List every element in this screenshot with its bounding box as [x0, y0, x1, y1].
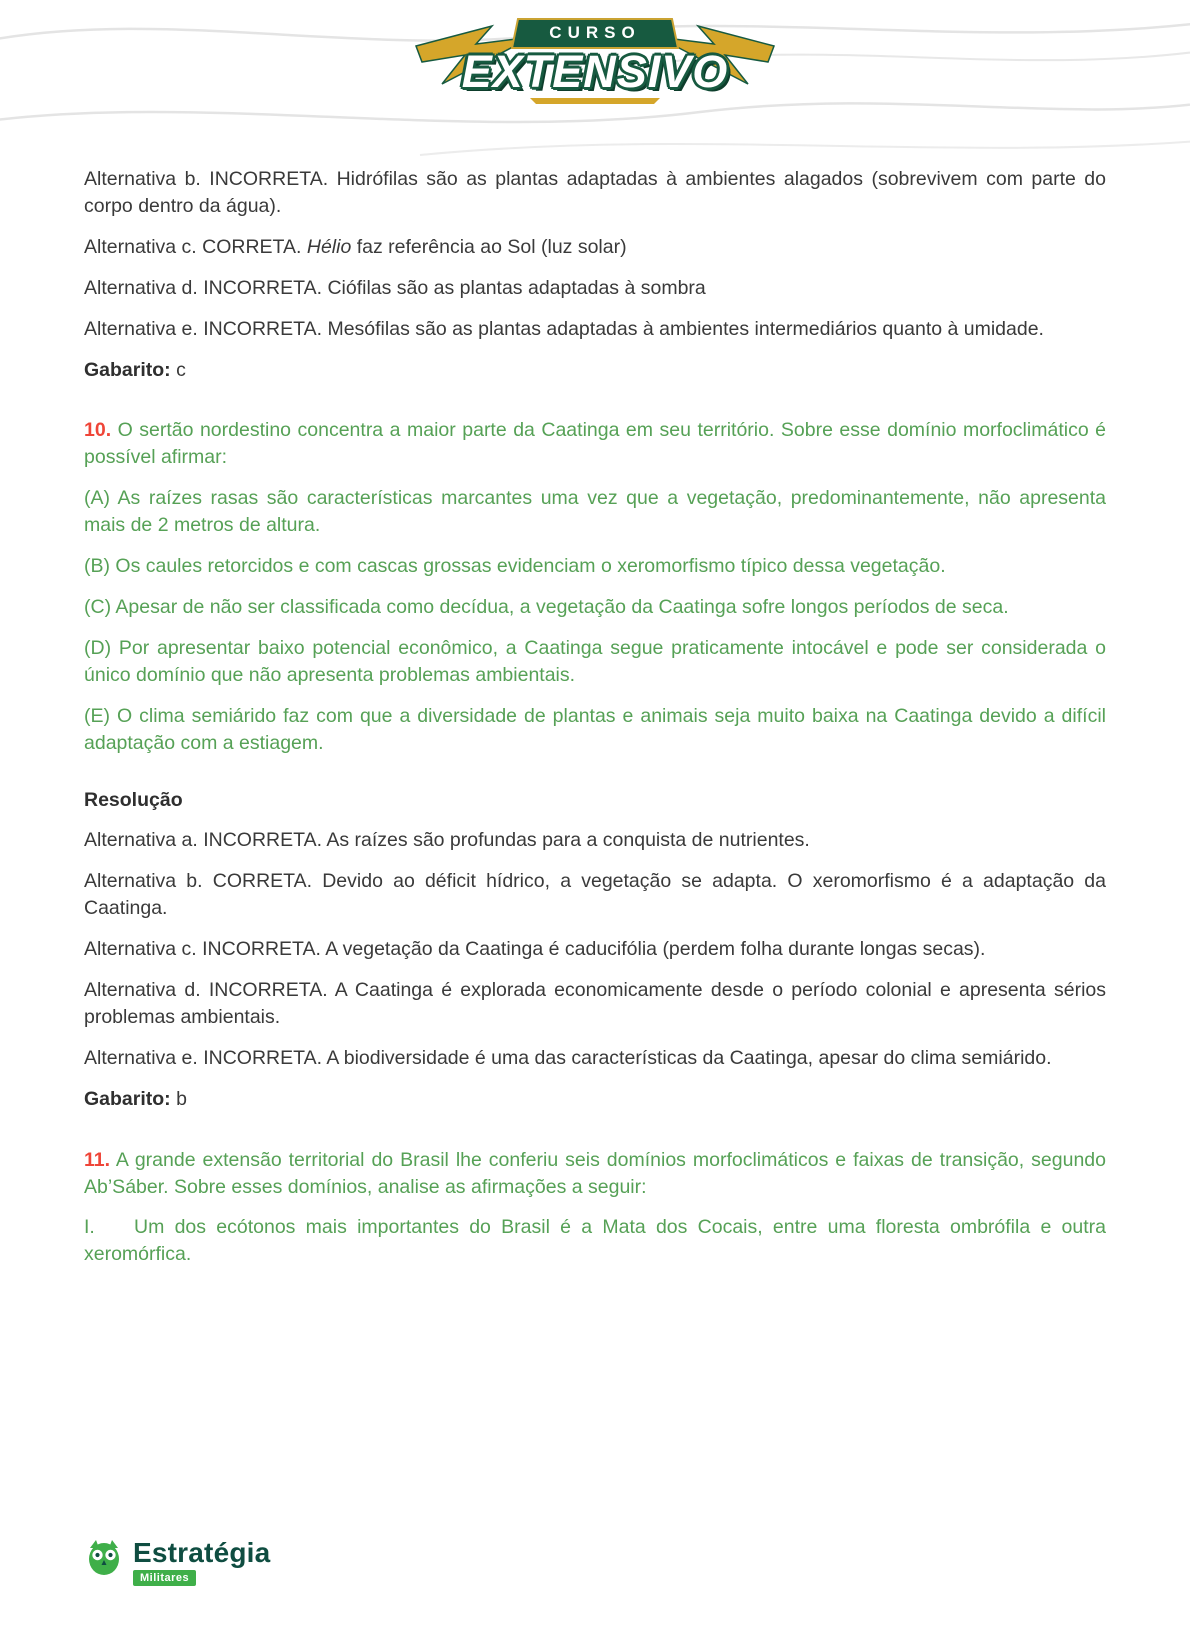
brand-name: Estratégia	[133, 1537, 271, 1568]
question-11-stem	[84, 1147, 1106, 1201]
alt-c-prefix: Alternativa c. CORRETA.	[84, 235, 307, 258]
question-11-text: A grande extensão territorial do Brasil lhe conferiu seis domínios morfoclimáticos e faixas de transição, segundo Ab’Sáber. Sobre esses domínios, analise as afirmações a seguir:	[84, 1148, 1106, 1198]
resolution-line-alt-b: Alternativa b. INCORRETA. Hidrófilas são as plantas adaptadas à ambientes alagados (sobrevivem com parte do corpo dentro da água).	[84, 168, 1106, 217]
question-10-stem	[84, 417, 1106, 471]
logo-extensivo-text: EXTENSIVO	[461, 46, 729, 97]
resolution-line-alt-d: Alternativa d. INCORRETA. Ciófilas são as plantas adaptadas à sombra	[84, 276, 706, 299]
curso-extensivo-logo	[410, 6, 780, 110]
logo-curso-text: CURSO	[549, 23, 641, 42]
resolution-line-alt-c	[84, 234, 1106, 261]
question-10-option-b: (B) Os caules retorcidos e com cascas grossas evidenciam o xeromorfismo típico dessa vegetação.	[84, 555, 946, 578]
gabarito-value: b	[170, 1087, 187, 1110]
question-10-option-e: (E) O clima semiárido faz com que a diversidade de plantas e animais seja muito baixa na Caatinga devido a difícil adaptação com a estiagem.	[84, 704, 1106, 754]
gold-underline	[530, 98, 660, 104]
owl-icon	[84, 1538, 124, 1582]
page-header	[0, 0, 1190, 160]
resolution10-line-alt-e: Alternativa e. INCORRETA. A biodiversidade é uma das características da Caatinga, apesar do clima semiárido.	[84, 1046, 1052, 1069]
document-body	[84, 166, 1106, 1282]
question-11-number: 11.	[84, 1148, 111, 1171]
resolution10-line-alt-c: Alternativa c. INCORRETA. A vegetação da Caatinga é caducifólia (perdem folha durante longas secas).	[84, 938, 986, 961]
alt-c-italic-term: Hélio	[306, 235, 352, 258]
estrategia-footer-logo	[84, 1538, 270, 1586]
question-10-option-a: (A) As raízes rasas são características marcantes uma vez que a vegetação, predominantemente, não apresenta mais de 2 metros de altura.	[84, 487, 1106, 537]
item-1-text: Um dos ecótonos mais importantes do Brasil é a Mata dos Cocais, entre uma floresta ombrófila e outra xeromórfica.	[84, 1216, 1106, 1266]
gabarito-value: c	[170, 358, 186, 381]
resolution10-line-alt-d: Alternativa d. INCORRETA. A Caatinga é explorada economicamente desde o período colonial e apresenta sérios problemas ambientais.	[84, 979, 1106, 1028]
gabarito-label: Gabarito:	[84, 1087, 171, 1110]
resolution10-line-alt-b: Alternativa b. CORRETA. Devido ao déficit hídrico, a vegetação se adapta. O xeromorfismo é a adaptação da Caatinga.	[84, 870, 1106, 920]
resolution-line-alt-e: Alternativa e. INCORRETA. Mesófilas são as plantas adaptadas à ambientes intermediários quanto à umidade.	[84, 317, 1044, 340]
question-10-option-c: (C) Apesar de não ser classificada como decídua, a vegetação da Caatinga sofre longos períodos de seca.	[84, 595, 1009, 618]
question-10-number: 10.	[84, 419, 112, 442]
gabarito-label: Gabarito:	[84, 358, 171, 381]
gabarito-line-q9	[84, 357, 1106, 384]
brand-sub-badge: Militares	[133, 1570, 196, 1586]
question-11-item-1	[84, 1214, 1106, 1268]
alt-c-suffix: faz referência ao Sol (luz solar)	[351, 235, 627, 258]
question-10-text: O sertão nordestino concentra a maior parte da Caatinga em seu território. Sobre esse domínio morfoclimático é possível afirmar:	[84, 419, 1106, 469]
footer-brand-block	[133, 1538, 270, 1586]
question-10-option-d: (D) Por apresentar baixo potencial econômico, a Caatinga segue praticamente intocável e pode ser considerada o único domínio que não apresenta problemas ambientais.	[84, 636, 1106, 686]
item-1-label: I.	[84, 1216, 95, 1239]
resolucao-heading: Resolução	[84, 788, 183, 811]
gabarito-line-q10	[84, 1086, 1106, 1113]
resolution10-line-alt-a: Alternativa a. INCORRETA. As raízes são profundas para a conquista de nutrientes.	[84, 829, 810, 852]
